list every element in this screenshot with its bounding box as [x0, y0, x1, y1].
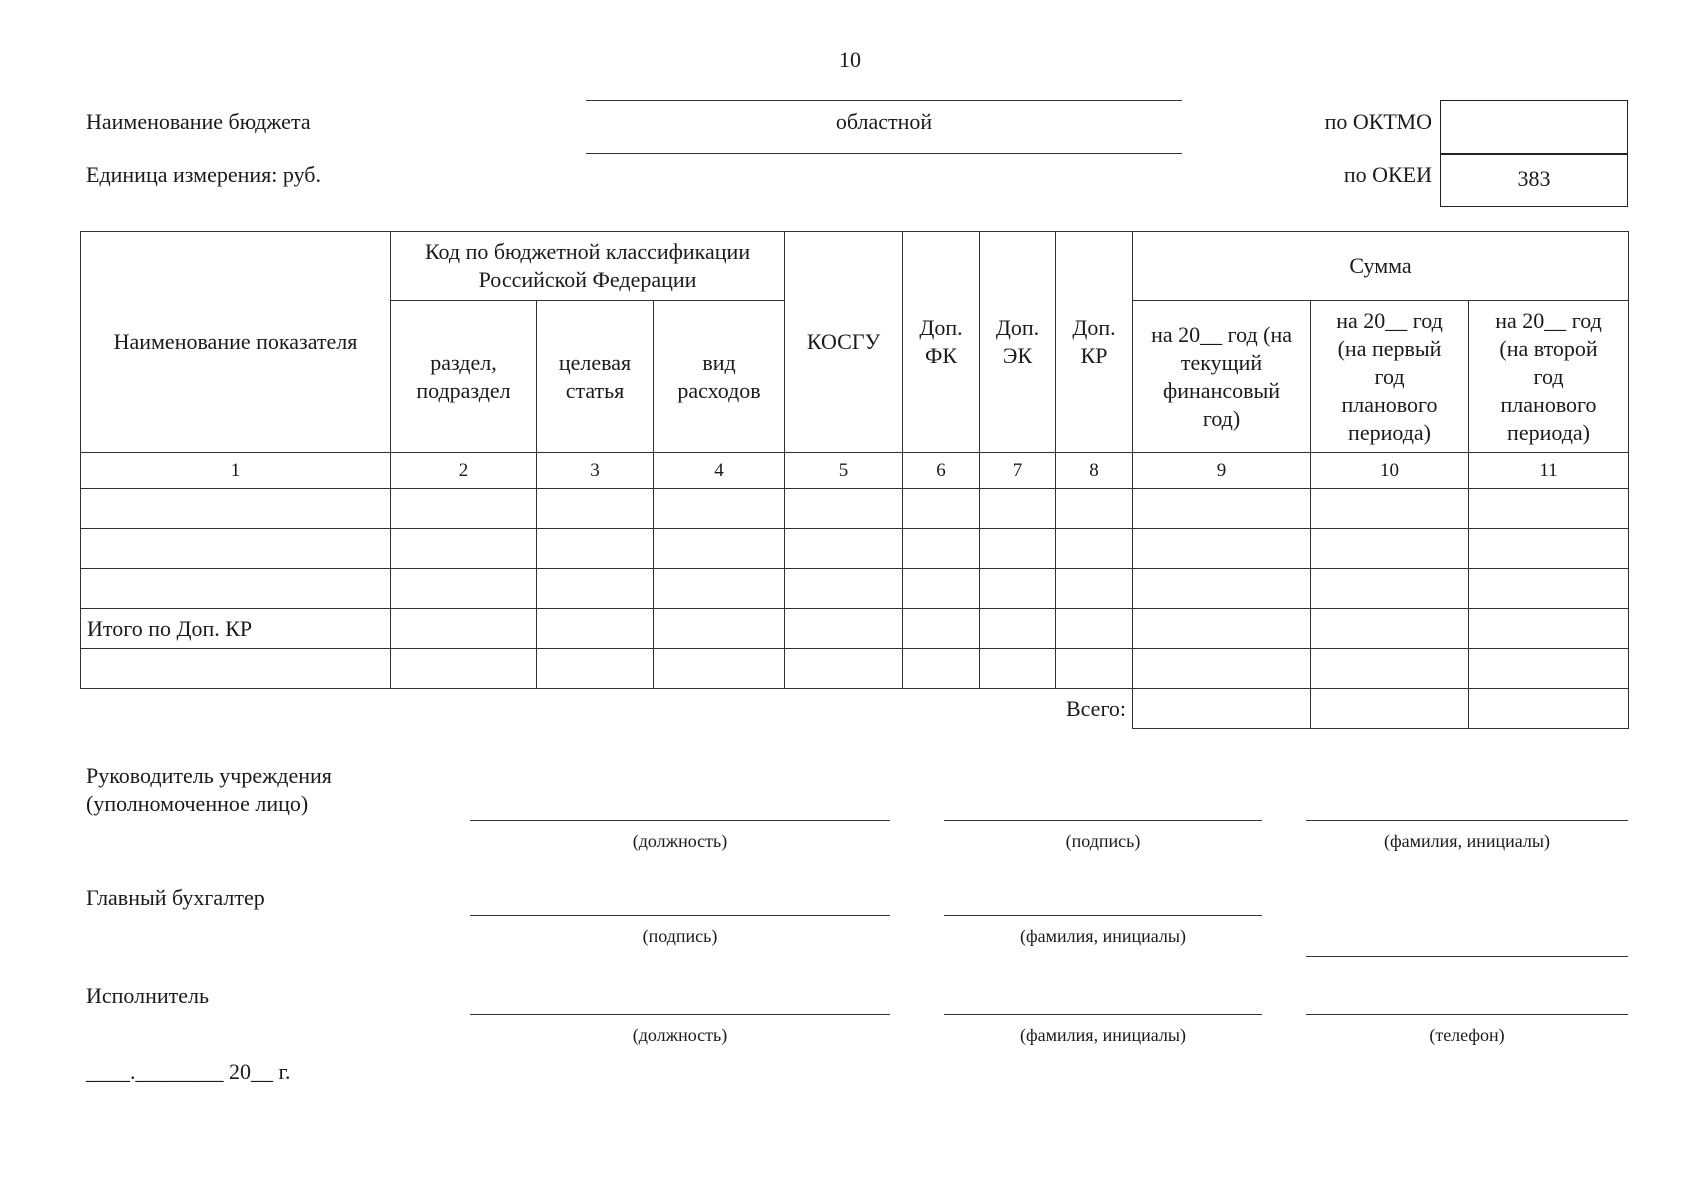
row-label[interactable]: [81, 489, 391, 529]
head-name-line[interactable]: [1306, 820, 1628, 821]
header-kosgu: КОСГУ: [785, 232, 903, 453]
budget-bottom-line: [586, 153, 1182, 154]
table-cell[interactable]: [1469, 569, 1629, 609]
header-sum-first-plan-year: на 20__ год (на первый год планового периода): [1311, 301, 1469, 453]
table-cell[interactable]: [903, 569, 980, 609]
table-row: [81, 569, 1629, 609]
table-cell[interactable]: [1311, 529, 1469, 569]
column-number: 6: [903, 453, 980, 489]
okei-value: 383: [1517, 166, 1551, 191]
budget-table: [80, 231, 1629, 729]
head-position-caption: (должность): [632, 831, 728, 851]
table-cell[interactable]: [785, 649, 903, 689]
executor-label: Исполнитель: [86, 983, 210, 1008]
row-label[interactable]: [81, 529, 391, 569]
table-cell[interactable]: [1133, 529, 1311, 569]
column-number: 10: [1311, 453, 1469, 489]
accountant-signature-line[interactable]: [470, 915, 890, 916]
table-cell[interactable]: [1056, 569, 1133, 609]
accountant-extra-line[interactable]: [1306, 956, 1628, 957]
table-cell[interactable]: [903, 529, 980, 569]
accountant-name-caption: (фамилия, инициалы): [1020, 926, 1186, 946]
table-cell[interactable]: [980, 529, 1056, 569]
column-number: 4: [654, 453, 785, 489]
header-sum: Сумма: [1133, 232, 1629, 301]
accountant-name-line[interactable]: [944, 915, 1262, 916]
budget-label: Наименование бюджета: [86, 109, 311, 134]
table-row: [81, 649, 1629, 689]
table-cell[interactable]: [391, 529, 537, 569]
table-cell[interactable]: [1469, 609, 1629, 649]
head-signature-caption: (подпись): [1065, 831, 1141, 851]
header-indicator-name: Наименование показателя: [81, 232, 391, 453]
table-cell[interactable]: [1056, 529, 1133, 569]
header-target-article: целевая статья: [537, 301, 654, 453]
table-cell[interactable]: [1056, 489, 1133, 529]
head-signature-line[interactable]: [944, 820, 1262, 821]
table-cell[interactable]: [1133, 609, 1311, 649]
budget-top-line: [586, 100, 1182, 101]
table-cell[interactable]: [391, 489, 537, 529]
table-row: [81, 489, 1629, 529]
table-cell[interactable]: [1056, 649, 1133, 689]
oktmo-label: по ОКТМО: [1324, 109, 1432, 134]
header-classification-code: Код по бюджетной классификации Российской Федерации: [391, 232, 785, 301]
table-cell[interactable]: [903, 649, 980, 689]
executor-position-caption: (должность): [632, 1025, 728, 1045]
executor-name-line[interactable]: [944, 1014, 1262, 1015]
column-numbers-row: [81, 453, 1629, 489]
table-cell[interactable]: [537, 609, 654, 649]
table-row: [81, 529, 1629, 569]
table-cell[interactable]: [1133, 649, 1311, 689]
column-number: 3: [537, 453, 654, 489]
total-row: [81, 689, 1629, 729]
table-cell[interactable]: [1311, 489, 1469, 529]
table-cell[interactable]: [654, 649, 785, 689]
total-cell-second[interactable]: [1469, 689, 1629, 729]
table-cell[interactable]: [785, 569, 903, 609]
table-cell[interactable]: [1469, 649, 1629, 689]
head-label: Руководитель учреждения (уполномоченное лицо): [86, 763, 332, 816]
table-cell[interactable]: [537, 529, 654, 569]
table-cell[interactable]: [980, 649, 1056, 689]
table-cell[interactable]: [391, 609, 537, 649]
column-number: 11: [1469, 453, 1629, 489]
accountant-label: Главный бухгалтер: [86, 885, 265, 910]
okei-box[interactable]: [1440, 153, 1628, 207]
head-name-caption: (фамилия, инициалы): [1384, 831, 1550, 851]
table-cell[interactable]: [980, 569, 1056, 609]
table-cell[interactable]: [1311, 609, 1469, 649]
table-row-subtotal: [81, 609, 1629, 649]
table-cell[interactable]: [654, 529, 785, 569]
executor-phone-caption: (телефон): [1429, 1025, 1505, 1045]
row-label[interactable]: [81, 569, 391, 609]
table-cell[interactable]: [785, 609, 903, 649]
table-cell[interactable]: [654, 609, 785, 649]
unit-label: Единица измерения: руб.: [86, 162, 321, 187]
total-cell-first[interactable]: [1311, 689, 1469, 729]
column-number: 2: [391, 453, 537, 489]
total-cell-current[interactable]: [1133, 689, 1311, 729]
table-cell[interactable]: [785, 489, 903, 529]
table-cell[interactable]: [1311, 649, 1469, 689]
page-number: 10: [839, 47, 861, 72]
header-expense-type: вид расходов: [654, 301, 785, 453]
row-label[interactable]: [81, 649, 391, 689]
header-sum-current-year: на 20__ год (на текущий финансовый год): [1133, 301, 1311, 453]
table-cell[interactable]: [537, 569, 654, 609]
header-sum-second-plan-year: на 20__ год (на второй год планового периода): [1469, 301, 1629, 453]
executor-position-line[interactable]: [470, 1014, 890, 1015]
column-number: 7: [980, 453, 1056, 489]
total-label: Всего:: [81, 689, 1133, 729]
header-dop-fk: Доп. ФК: [903, 232, 980, 453]
oktmo-box[interactable]: [1440, 100, 1628, 155]
table-cell[interactable]: [785, 529, 903, 569]
table-cell[interactable]: [1133, 489, 1311, 529]
table-cell[interactable]: [537, 489, 654, 529]
table-cell[interactable]: [654, 569, 785, 609]
accountant-signature-caption: (подпись): [642, 926, 718, 946]
column-number: 9: [1133, 453, 1311, 489]
table-cell[interactable]: [980, 609, 1056, 649]
table-cell[interactable]: [391, 569, 537, 609]
table-cell[interactable]: [654, 489, 785, 529]
table-cell[interactable]: [1056, 609, 1133, 649]
okei-label: по ОКЕИ: [1343, 162, 1432, 187]
table-cell[interactable]: [1133, 569, 1311, 609]
budget-value[interactable]: областной: [835, 109, 933, 134]
header-section: раздел, подраздел: [391, 301, 537, 453]
table-cell[interactable]: [391, 649, 537, 689]
executor-phone-line[interactable]: [1306, 1014, 1628, 1015]
column-number: 1: [81, 453, 391, 489]
header-dop-kr: Доп. КР: [1056, 232, 1133, 453]
table-cell[interactable]: [1311, 569, 1469, 609]
row-label-subtotal: Итого по Доп. КР: [81, 609, 391, 649]
executor-name-caption: (фамилия, инициалы): [1020, 1025, 1186, 1045]
table-cell[interactable]: [1469, 489, 1629, 529]
head-position-line[interactable]: [470, 820, 890, 821]
table-cell[interactable]: [537, 649, 654, 689]
column-number: 5: [785, 453, 903, 489]
header-dop-ek: Доп. ЭК: [980, 232, 1056, 453]
date-line[interactable]: ____.________ 20__ г.: [86, 1059, 291, 1084]
table-cell[interactable]: [1469, 529, 1629, 569]
table-cell[interactable]: [903, 609, 980, 649]
table-cell[interactable]: [980, 489, 1056, 529]
column-number: 8: [1056, 453, 1133, 489]
table-cell[interactable]: [903, 489, 980, 529]
